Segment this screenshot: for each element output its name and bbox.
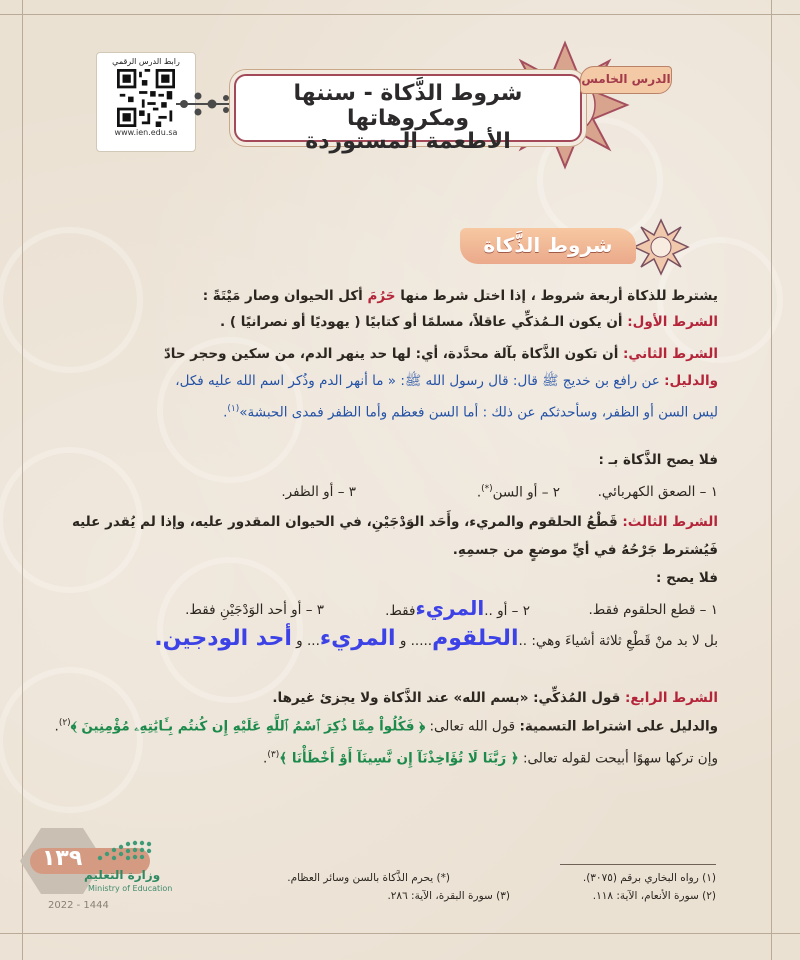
tasmiya-evidence: والدليل على اشتراط التسمية: قول الله تعالى: ﴿ فَكُلُواْ مِمَّا ذُكِرَ ٱسْمُ ٱللَّهِ عَلَيْهِ إِن كُنتُم بِـَٔايَٰتِهِۦ مُؤْمِنِينَ ﴾$^{(٢)}$.	[54, 718, 718, 735]
evidence-line-1: والدليل: عن رافع بن خديج ﷺ قال: قال رسول الله ﷺ: « ما أنهر الدم وذُكر اسم الله عليه فكل،	[175, 373, 718, 389]
footnote-divider	[560, 864, 716, 865]
condition-3-not-valid: فلا يصح :	[656, 570, 718, 586]
ministry-logo-icon	[96, 838, 158, 864]
floral-ornament-icon	[176, 88, 238, 120]
page-number: ١٣٩	[42, 846, 83, 871]
condition-3-continued: فَيُشترط جَرْحُهُ في أيِّ موضعٍ من جسمِهِ.	[452, 542, 718, 558]
cond3-option-3: ٣ – أو أحد الوَدْجَيْنِ فقط.	[185, 602, 324, 618]
section-heading: شروط الذَّكاة	[460, 228, 636, 264]
must-cut-line: بل لا بد منْ قَطْعِ ثلاثة أشياءَ وهي: ..الحلقوم..... و المريء... و أحد الودجين.	[154, 626, 718, 651]
ministry-name: وزارة التعليم	[84, 868, 161, 882]
condition-3: الشرط الثالث: قَطْعُ الحلقوم والمريء، وأَحَد الوَدْجَيْنِ، في الحيوان المقدور عليه، وإذا لم يُقدر عليه	[71, 514, 718, 530]
forget-evidence: وإن تركها سهوًا أبيحت لقوله تعالى: ﴿ رَبَّنَا لَا تُؤَاخِذْنَآ إِن نَّسِينَآ أَوْ أَخْطَأْنَا ﴾$^{(٣)}$.	[263, 750, 718, 767]
footnote-1: (١) رواه البخاري برقم (٣٠٧٥).	[582, 872, 716, 884]
cond3-option-1: ١ – قطع الحلقوم فقط.	[588, 602, 718, 618]
not-valid-item-3: ٣ – أو الظفر.	[281, 484, 356, 500]
not-valid-item-1: ١ – الصعق الكهربائي.	[597, 484, 718, 500]
crop-line-left	[22, 0, 23, 960]
crop-line-bottom	[0, 933, 800, 934]
condition-1: الشرط الأول: أن يكون الـمُذكِّي عاقلاً، مسلمًا أو كتابيًا ( يهوديًا أو نصرانيًا ) .	[220, 314, 718, 330]
not-valid-item-2: ٢ – أو السن(*).	[476, 484, 560, 501]
handwritten-answer: المريء	[415, 596, 485, 620]
intro-paragraph: يشترط للذكاة أربعة شروط ، إذا اختل شرط منها حَرُمَ أكل الحيوان وصار مَيْتَةً :	[202, 288, 718, 304]
evidence-line-2: ليس السن أو الظفر، وسأحدثكم عن ذلك : أما السن فعظم وأما الظفر فمدى الحبشة»$^{(١)}$.	[223, 404, 718, 421]
not-valid-intro: فلا يصح الذَّكاة بـ :	[598, 452, 718, 468]
edition-year: 2022 - 1444	[48, 900, 109, 911]
qr-code-icon[interactable]	[117, 69, 175, 127]
condition-4: الشرط الرابع: قول المُذكِّي: «بسم الله» عند الذَّكاة ولا يجزئ غيرها.	[272, 690, 718, 706]
lesson-title-line1: شروط الذَّكاة - سننها ومكروهاتها	[293, 81, 523, 131]
ministry-name-en: Ministry of Education	[88, 884, 173, 893]
lesson-title-line2: الأطعمة المستوردة	[305, 129, 511, 154]
crop-line-top	[0, 14, 800, 15]
qr-caption: رابط الدرس الرقمي	[112, 57, 180, 66]
condition-2: الشرط الثاني: أن تكون الذَّكاة بآلة محدَّدة، أي: لها حد ينهر الدم، من سكين وحجر حادّ	[163, 346, 718, 362]
footnote-3: (٣) سورة البقرة، الآية: ٢٨٦.	[387, 890, 510, 902]
crop-line-right	[771, 0, 772, 960]
lesson-title-banner	[234, 74, 582, 154]
rosette-icon	[632, 218, 690, 276]
handwritten-answer-3: أحد الودجين.	[154, 626, 292, 651]
footnote-star: (*) يحرم الذَّكاة بالسن وسائر العظام.	[287, 872, 450, 884]
footnote-2: (٢) سورة الأنعام، الآية: ١١٨.	[592, 890, 716, 902]
handwritten-answer-1: الحلقوم	[432, 626, 519, 651]
qr-url: www.ien.edu.sa	[114, 128, 178, 137]
lesson-number-tag: الدرس الخامس	[580, 66, 672, 94]
cond3-option-2: ٢ – أو ..المريءفقط.	[385, 596, 530, 620]
handwritten-answer-2: المريء	[319, 626, 396, 651]
